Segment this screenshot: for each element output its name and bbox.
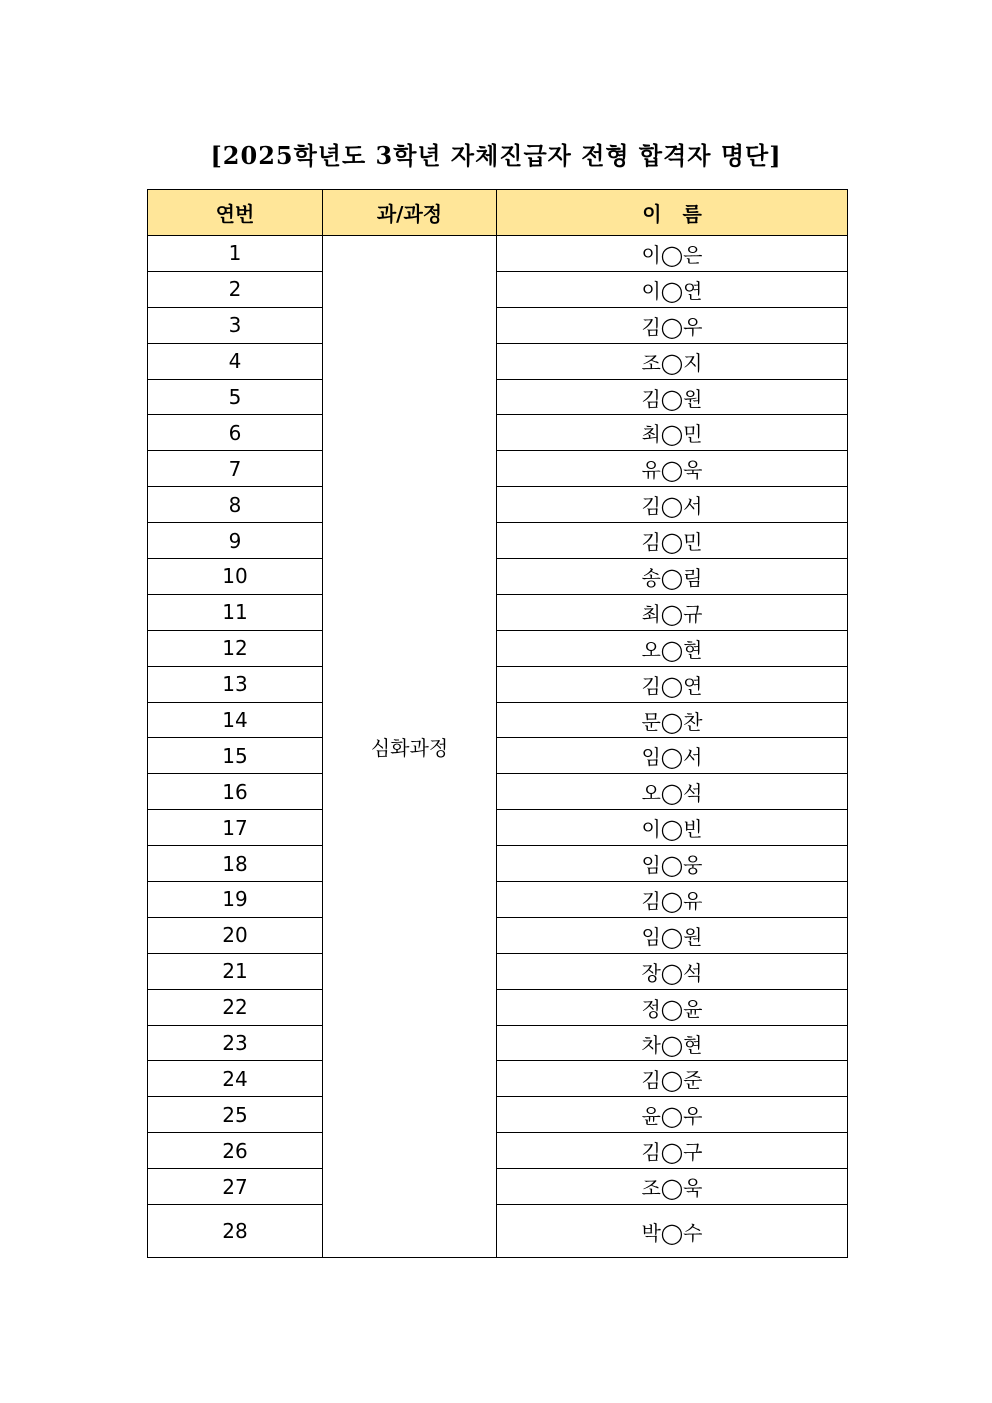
table-row (148, 271, 848, 307)
row-name: 임◯서 (497, 738, 848, 774)
row-number: 7 (148, 451, 323, 487)
row-number: 19 (148, 882, 323, 918)
row-number: 17 (148, 810, 323, 846)
row-name: 최◯규 (497, 594, 848, 630)
row-number: 25 (148, 1097, 323, 1133)
row-name: 임◯웅 (497, 846, 848, 882)
row-number: 18 (148, 846, 323, 882)
row-name: 이◯빈 (497, 810, 848, 846)
row-number: 23 (148, 1025, 323, 1061)
row-name: 이◯은 (497, 236, 848, 272)
row-name: 박◯수 (497, 1205, 848, 1258)
row-number: 1 (148, 236, 323, 272)
row-name: 김◯민 (497, 523, 848, 559)
row-number: 22 (148, 989, 323, 1025)
row-number: 12 (148, 630, 323, 666)
table-row (148, 1133, 848, 1169)
table-row (148, 917, 848, 953)
table-row (148, 1205, 848, 1258)
row-number: 15 (148, 738, 323, 774)
row-number: 20 (148, 917, 323, 953)
row-name: 김◯원 (497, 379, 848, 415)
row-name: 윤◯우 (497, 1097, 848, 1133)
row-name: 정◯윤 (497, 989, 848, 1025)
row-number: 13 (148, 666, 323, 702)
row-number: 28 (148, 1205, 323, 1258)
row-number: 24 (148, 1061, 323, 1097)
row-name: 김◯서 (497, 487, 848, 523)
row-name: 오◯석 (497, 774, 848, 810)
row-name: 김◯구 (497, 1133, 848, 1169)
row-name: 유◯욱 (497, 451, 848, 487)
row-number: 5 (148, 379, 323, 415)
table-row (148, 559, 848, 595)
table-row (148, 487, 848, 523)
row-number: 14 (148, 702, 323, 738)
header-course: 과/과정 (323, 190, 497, 236)
row-name: 조◯욱 (497, 1169, 848, 1205)
table-row (148, 1097, 848, 1133)
row-name: 임◯원 (497, 917, 848, 953)
row-name: 차◯현 (497, 1025, 848, 1061)
row-name: 오◯현 (497, 630, 848, 666)
row-number: 6 (148, 415, 323, 451)
table-header-row (148, 190, 848, 236)
row-number: 16 (148, 774, 323, 810)
row-name: 김◯준 (497, 1061, 848, 1097)
table-row (148, 882, 848, 918)
row-name: 이◯연 (497, 271, 848, 307)
table-row (148, 594, 848, 630)
row-number: 10 (148, 559, 323, 595)
table-row (148, 307, 848, 343)
row-number: 11 (148, 594, 323, 630)
table-row (148, 846, 848, 882)
table-row (148, 702, 848, 738)
table-row (148, 451, 848, 487)
row-number: 3 (148, 307, 323, 343)
page-title: [2025학년도 3학년 자체진급자 전형 합격자 명단] (210, 141, 782, 170)
table-row (148, 989, 848, 1025)
table-row (148, 953, 848, 989)
table-row (148, 343, 848, 379)
table-row (148, 738, 848, 774)
table-row (148, 774, 848, 810)
table-row (148, 1025, 848, 1061)
row-name: 김◯우 (497, 307, 848, 343)
row-name: 송◯림 (497, 559, 848, 595)
row-number: 9 (148, 523, 323, 559)
header-number: 연번 (148, 190, 323, 236)
roster-table (147, 189, 848, 1258)
row-number: 27 (148, 1169, 323, 1205)
row-number: 8 (148, 487, 323, 523)
table-row (148, 666, 848, 702)
row-name: 김◯유 (497, 882, 848, 918)
table-row (148, 1169, 848, 1205)
table-row (148, 630, 848, 666)
header-name: 이 름 (497, 190, 848, 236)
table-row (148, 415, 848, 451)
table-row (148, 379, 848, 415)
row-name: 조◯지 (497, 343, 848, 379)
row-name: 장◯석 (497, 953, 848, 989)
table-body (148, 236, 848, 1258)
row-name: 최◯민 (497, 415, 848, 451)
row-name: 문◯찬 (497, 702, 848, 738)
row-number: 21 (148, 953, 323, 989)
table-row (148, 236, 848, 272)
course-cell: 심화과정 (323, 236, 497, 1258)
row-name: 김◯연 (497, 666, 848, 702)
table-row (148, 810, 848, 846)
table-row (148, 1061, 848, 1097)
table-row (148, 523, 848, 559)
row-number: 4 (148, 343, 323, 379)
row-number: 2 (148, 271, 323, 307)
row-number: 26 (148, 1133, 323, 1169)
